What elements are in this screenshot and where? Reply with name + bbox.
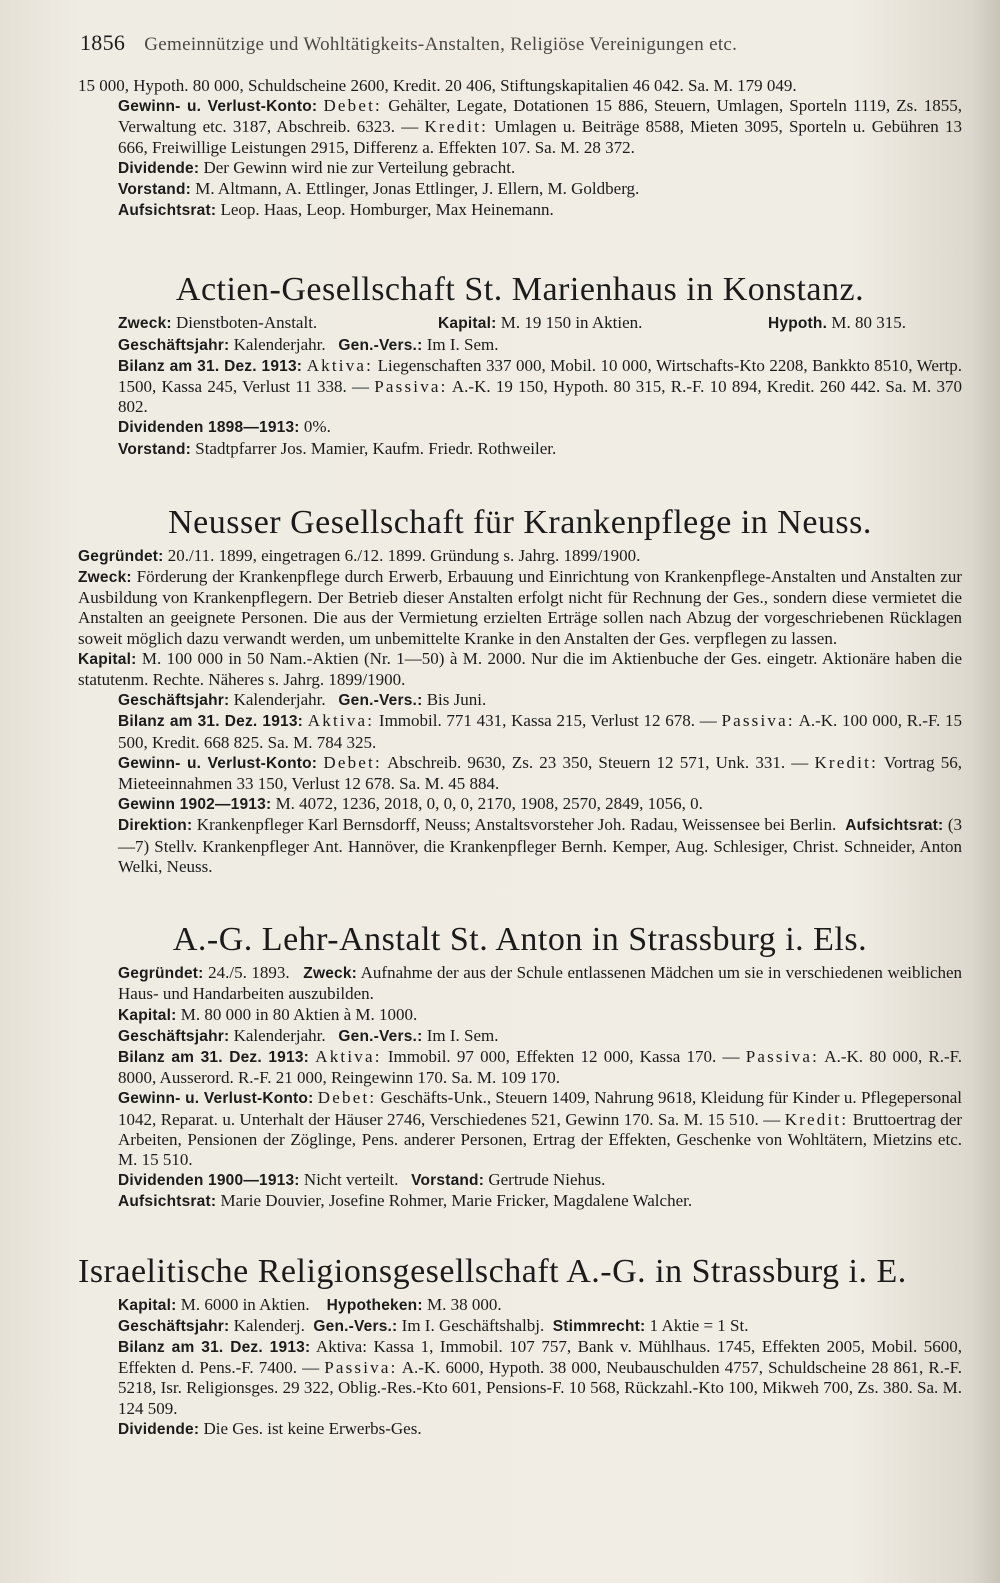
guv-text2: Vortrag 56, Mieteeinnahmen 33 150, Verlust 12 678. Sa. M. 45 884. xyxy=(118,752,962,794)
entry2-guv xyxy=(78,753,962,794)
prev-vorstand xyxy=(78,179,962,200)
entry2-gegruendet xyxy=(78,546,962,567)
prev-guv-label: Gewinn- u. Verlust-Konto: xyxy=(118,98,318,116)
entry1-zweck xyxy=(118,313,438,334)
passiva-label: Passiva: xyxy=(721,711,795,731)
zweck-text: Förderung der Krankenpflege durch Erwerb, Erbauung und Einrichtung von Krankenpflege-Anstalten und Anstalten zur Ausbildung von Krankenpflegern. Der Betrieb dieser Anstalten erfolgt nicht für Rechnung der Ges., sondern diese vermietet die Anstalten an geeignete Personen. Die aus der Vermietung erzielten Erträge sollen nach Abzug der vorgeschriebenen Rücklagen soweit möglich dazu verwandt werden, um unbemittelte Kranke in den Anstalten der Ges. verpflegen zu lassen. xyxy=(78,567,963,648)
prev-dividende-label: Dividende: xyxy=(118,159,200,177)
entry3-guv xyxy=(78,1088,962,1170)
bilanz-text1: Immobil. 97 000, Effekten 12 000, Kassa 170. — xyxy=(387,1046,740,1066)
kredit-label: Kredit: xyxy=(784,1109,849,1129)
zweck-label: Zweck: xyxy=(118,315,172,333)
zweck-text: Dienstboten-Anstalt. xyxy=(176,313,318,333)
entry-title: Israelitische Religionsgesellschaft A.-G. in Strassburg i. E. xyxy=(78,1252,907,1290)
entry3-gj xyxy=(78,1026,962,1047)
entry2-gj xyxy=(78,690,962,711)
prev-dividende xyxy=(78,158,962,179)
guv-label: Gewinn- u. Verlust-Konto: xyxy=(118,754,318,772)
vorstand-text: Gertrude Niehus. xyxy=(488,1170,606,1190)
entry2-gewinn xyxy=(78,794,962,815)
prev-guv-text1: Gehälter, Legate, Dotationen 15 886, Steuern, Umlagen, Sporteln 1119, Zs. 1855, Verwaltung etc. 3187, Abschreib. 6323. — xyxy=(118,96,963,137)
prev-vorstand-text: M. Altmann, A. Ettlinger, Jonas Ettlinger, J. Ellern, M. Goldberg. xyxy=(195,179,640,199)
bilanz-text1: Immobil. 771 431, Kassa 215, Verlust 12 678. — xyxy=(378,711,717,731)
entry4-gj xyxy=(78,1316,962,1337)
prev-vorstand-label: Vorstand: xyxy=(118,181,191,199)
prev-guv xyxy=(78,96,962,158)
gj-text: Kalenderjahr. xyxy=(233,690,326,710)
dividenden-label: Dividenden 1898—1913: xyxy=(118,419,300,437)
gv-text: Im I. Geschäftshalbj. xyxy=(401,1315,545,1335)
entry3-aufsichtsrat xyxy=(78,1191,962,1212)
entry2-kapital xyxy=(78,649,962,690)
hypoth-text: M. 80 315. xyxy=(831,313,906,333)
bilanz-text2: A.-K. 80 000, R.-F. 8000, Ausserord. R.-F. 21 000, Reingewinn 170. Sa. M. 109 170. xyxy=(118,1046,963,1088)
guv-text2: Bruttoertrag der Arbeiten, Pensionen der Zöglinge, Pens. anderer Personen, Ertrag der Effekten, Geschenke von Wohltätern, Mietzins etc. M. 15 510. xyxy=(118,1109,963,1169)
entry1-gj xyxy=(78,335,962,356)
direktion-label: Direktion: xyxy=(118,817,193,835)
prev-balance-text: 15 000, Hypoth. 80 000, Schuldscheine 2600, Kredit. 20 406, Stiftungskapitalien 46 042. Sa. M. 179 049. xyxy=(78,76,797,95)
vorstand-text: Stadtpfarrer Jos. Mamier, Kaufm. Friedr. Rothweiler. xyxy=(195,438,557,458)
page-number: 1856 xyxy=(80,30,126,55)
kapital-text: M. 6000 in Aktien. xyxy=(180,1294,310,1314)
entry-title: Actien-Gesellschaft St. Marienhaus in Konstanz. xyxy=(175,271,865,309)
kredit-label: Kredit: xyxy=(814,752,879,772)
prev-dividende-text: Der Gewinn wird nie zur Verteilung gebracht. xyxy=(203,157,516,177)
prev-guv-debet: Debet: xyxy=(323,96,382,116)
kapital-label: Kapital: xyxy=(118,1296,177,1314)
entry1-kapital xyxy=(438,313,768,334)
gegruendet-label: Gegründet: xyxy=(78,547,164,565)
bilanz-label: Bilanz am 31. Dez. 1913: xyxy=(118,357,303,375)
passiva-label: Passiva: xyxy=(745,1046,820,1066)
entry-neusser xyxy=(78,504,962,877)
direktion-text: Krankenpfleger Karl Bernsdorff, Neuss; Anstaltsvorsteher Joh. Radau, Weissensee bei Berlin. xyxy=(196,815,837,835)
entry1-bilanz xyxy=(78,356,962,418)
prev-guv-text2: Umlagen u. Beiträge 8588, Mieten 3095, Sporteln u. Gebühren 13 666, Freiwillige Leistungen 2915, Differenz a. Effekten 107. Sa. M. 28 372. xyxy=(118,117,963,157)
kapital-label: Kapital: xyxy=(118,1006,177,1024)
vorstand-label: Vorstand: xyxy=(411,1172,485,1190)
gegruendet-text: 24./5. 1893. xyxy=(208,963,290,983)
entry-st-anton xyxy=(78,921,962,1212)
dividende-label: Dividende: xyxy=(118,1420,200,1438)
entry2-bilanz xyxy=(78,711,962,752)
bilanz-text2: A.-K. 6000, Hypoth. 38 000, Neubauschulden 4757, Schuldscheine 28 861, R.-F. 5218, Isr. Religionsges. 29 322, Oblig.-Res.-Kto 601, Pensions-F. 10 568, Rückzahl.-Kto 100, Mikweh 700, Zs. 380. Sa. M. 124 509. xyxy=(118,1358,962,1418)
hypotheken-label: Hypotheken: xyxy=(326,1296,423,1314)
stimmrecht-text: 1 Aktie = 1 St. xyxy=(649,1315,749,1335)
dividenden-text: Nicht verteilt. xyxy=(303,1170,399,1190)
aktiva-label: Aktiva: xyxy=(306,355,374,375)
prev-entry xyxy=(78,76,962,221)
gv-label: Gen.-Vers.: xyxy=(338,1027,423,1045)
entry3-bilanz xyxy=(78,1047,962,1088)
running-title: Gemeinnützige und Wohltätigkeits-Anstalten, Religiöse Vereinigungen etc. xyxy=(144,34,738,55)
entry3-gegruendet-zweck xyxy=(78,963,962,1004)
bilanz-label: Bilanz am 31. Dez. 1913: xyxy=(118,713,304,731)
entry3-dividenden xyxy=(78,1170,962,1191)
bilanz-label: Bilanz am 31. Dez. 1913: xyxy=(118,1338,311,1356)
gj-text: Kalenderj. xyxy=(233,1315,305,1335)
dividenden-label: Dividenden 1900—1913: xyxy=(118,1172,300,1190)
bilanz-label: Bilanz am 31. Dez. 1913: xyxy=(118,1048,310,1066)
gegruendet-text: 20./11. 1899, eingetragen 6./12. 1899. Gründung s. Jahrg. 1899/1900. xyxy=(167,545,641,565)
prev-guv-kredit: Kredit: xyxy=(424,117,489,137)
debet-label: Debet: xyxy=(317,1088,377,1108)
entry4-kapital xyxy=(78,1295,962,1316)
gj-text: Kalenderjahr. xyxy=(233,334,326,354)
gv-label: Gen.-Vers.: xyxy=(338,336,423,354)
entry-title: A.-G. Lehr-Anstalt St. Anton in Strassburg i. Els. xyxy=(172,921,868,959)
aktiva-label: Aktiva: xyxy=(315,1046,382,1066)
aktiva-label: Aktiva: xyxy=(315,1336,367,1356)
entry4-dividende xyxy=(78,1419,962,1440)
aufsichtsrat-text: Marie Douvier, Josefine Rohmer, Marie Fricker, Magdalene Walcher. xyxy=(220,1191,693,1211)
kapital-label: Kapital: xyxy=(78,650,137,668)
bilanz-text1: Liegenschaften 337 000, Mobil. 10 000, Wirtschafts-Kto 2208, Bankkto 8510, Wertp. 1500, Kassa 245, Verlust 11 338. — xyxy=(118,355,963,397)
gv-label: Gen.-Vers.: xyxy=(313,1317,398,1335)
gv-label: Gen.-Vers.: xyxy=(338,692,423,710)
entry1-dividenden xyxy=(78,417,962,438)
gj-label: Geschäftsjahr: xyxy=(118,692,230,710)
gegruendet-label: Gegründet: xyxy=(118,965,204,983)
kapital-text: M. 100 000 in 50 Nam.-Aktien (Nr. 1—50) à M. 2000. Nur die im Aktienbuche der Ges. eingetr. Aktionäre haben die statutenm. Rechte. Näheres s. Jahrg. 1899/1900. xyxy=(78,648,962,690)
entry1-summary-row xyxy=(78,313,962,334)
entry1-hypoth xyxy=(768,313,962,334)
entry4-bilanz xyxy=(78,1337,962,1419)
gv-text: Im I. Sem. xyxy=(426,334,499,354)
zweck-label: Zweck: xyxy=(303,965,358,983)
bilanz-text2: A.-K. 100 000, R.-F. 15 500, Kredit. 668 825. Sa. M. 784 325. xyxy=(118,711,963,752)
entry2-zweck xyxy=(78,567,962,649)
entry-marienhaus xyxy=(78,271,962,459)
document-body xyxy=(78,76,962,1440)
aufsichtsrat-label: Aufsichtsrat: xyxy=(118,1193,217,1211)
entry2-direktion xyxy=(78,815,962,877)
guv-text1: Abschreib. 9630, Zs. 23 350, Steuern 12 571, Unk. 331. — xyxy=(387,752,809,772)
prev-aufsichtsrat xyxy=(78,200,962,221)
gv-text: Bis Juni. xyxy=(426,690,487,710)
bilanz-text1: Kassa 1, Immobil. 107 757, Bank v. Mühlhaus. 1745, Effekten 2005, Mobil. 5600, Effekten d. Pens.-F. 7400. — xyxy=(118,1336,962,1378)
gj-label: Geschäftsjahr: xyxy=(118,1027,230,1045)
guv-text1: Geschäfts-Unk., Steuern 1409, Nahrung 9618, Kleidung für Kinder u. Pflegepersonal 1042, Reparat. u. Unterhalt der Häuser 2746, Verschiedenes 521, Gewinn 170. Sa. M. 15 510. — xyxy=(118,1088,962,1129)
prev-aufsichtsrat-label: Aufsichtsrat: xyxy=(118,202,217,220)
vorstand-label: Vorstand: xyxy=(118,440,191,458)
kapital-label: Kapital: xyxy=(438,315,497,333)
hypoth-label: Hypoth. xyxy=(768,315,828,333)
guv-label: Gewinn- u. Verlust-Konto: xyxy=(118,1090,314,1108)
entry-title: Neusser Gesellschaft für Krankenpflege in Neuss. xyxy=(168,503,872,541)
aufsichtsrat-label: Aufsichtsrat: xyxy=(845,817,944,835)
gj-label: Geschäftsjahr: xyxy=(118,336,230,354)
entry-israelitische xyxy=(78,1253,962,1440)
gewinn-text: M. 4072, 1236, 2018, 0, 0, 0, 2170, 1908, 2570, 2849, 1056, 0. xyxy=(275,794,703,814)
hypotheken-text: M. 38 000. xyxy=(426,1294,502,1314)
debet-label: Debet: xyxy=(323,752,382,772)
gj-text: Kalenderjahr. xyxy=(233,1025,326,1045)
kapital-text: M. 80 000 in 80 Aktien à M. 1000. xyxy=(180,1004,418,1024)
aufsichtsrat-text: (3—7) Stellv. Krankenpfleger Ant. Hannöver, die Krankenpfleger Bernh. Kemper, Aug. Schlesiger, Christ. Schneider, Anton Welki, Neuss. xyxy=(118,815,963,876)
passiva-label: Passiva: xyxy=(324,1358,398,1378)
entry1-vorstand xyxy=(78,439,962,460)
stimmrecht-label: Stimmrecht: xyxy=(552,1317,646,1335)
dividende-text: Die Ges. ist keine Erwerbs-Ges. xyxy=(203,1418,422,1438)
gj-label: Geschäftsjahr: xyxy=(118,1317,230,1335)
zweck-label: Zweck: xyxy=(78,569,132,587)
prev-aufsichtsrat-text: Leop. Haas, Leop. Homburger, Max Heinemann. xyxy=(220,200,554,220)
bilanz-text2: A.-K. 19 150, Hypoth. 80 315, R.-F. 10 894, Kredit. 260 442. Sa. M. 370 802. xyxy=(118,377,963,417)
aktiva-label: Aktiva: xyxy=(307,711,375,731)
running-header xyxy=(80,30,960,56)
gewinn-label: Gewinn 1902—1913: xyxy=(118,796,272,814)
passiva-label: Passiva: xyxy=(374,377,448,397)
gv-text: Im I. Sem. xyxy=(426,1025,499,1045)
kapital-text: M. 19 150 in Aktien. xyxy=(500,313,643,333)
entry3-kapital xyxy=(78,1005,962,1026)
zweck-text: Aufnahme der aus der Schule entlassenen Mädchen um sie in verschiedenen weiblichen Haus- und Handarbeiten auszubilden. xyxy=(118,963,963,1004)
dividenden-text: 0%. xyxy=(303,417,331,437)
